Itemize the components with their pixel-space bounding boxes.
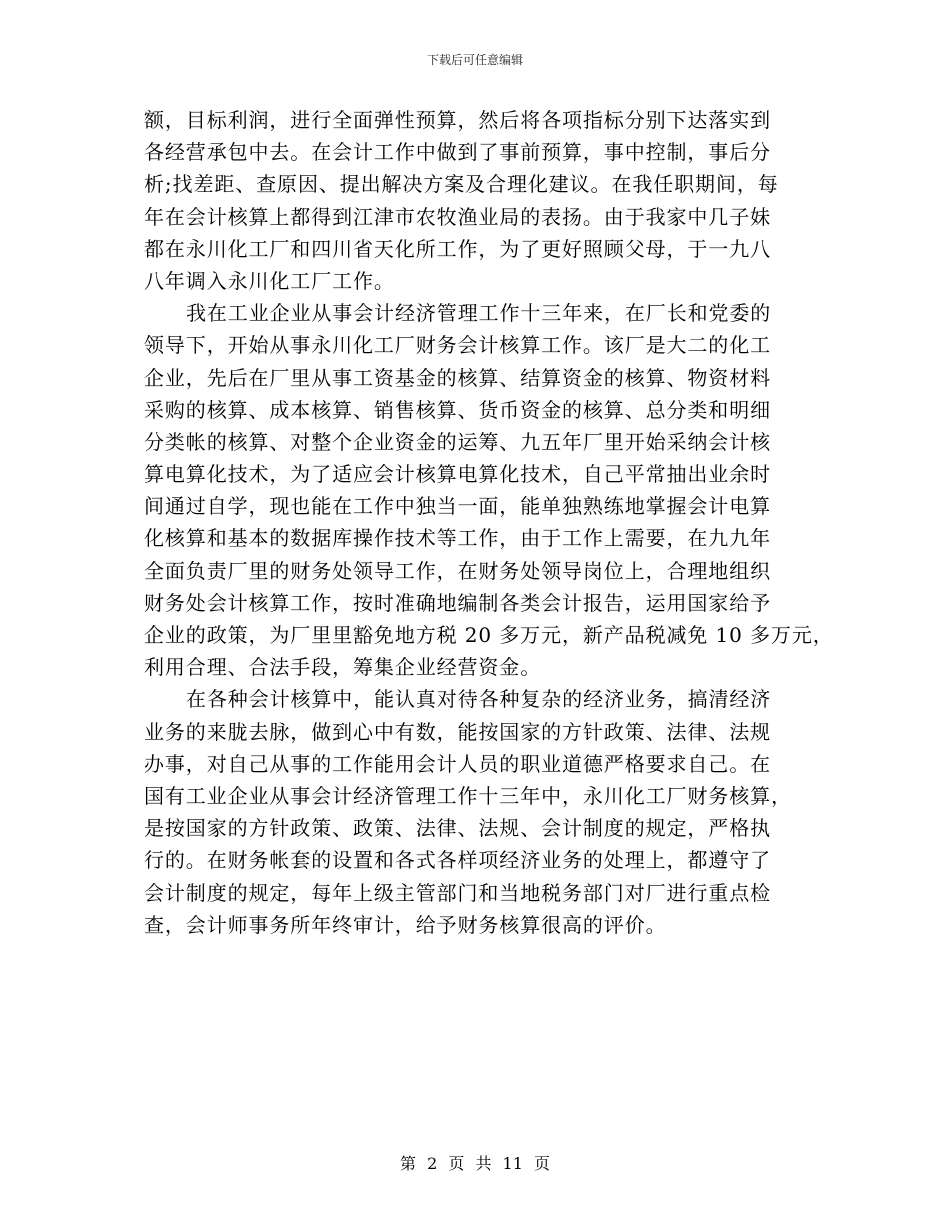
text-line-17: 企业的政策，为厂里里豁免地方税 20 多万元，新产品税减免 10 多万元，: [144, 623, 834, 647]
text-line-10: 采购的核算、成本核算、销售核算、货币资金的核算、总分类和明细: [144, 397, 771, 422]
text-line-5: 都在永川化工厂和四川省天化所工作，为了更好照顾父母，于一九八: [144, 236, 771, 261]
page-number: 第 2 页 共 11 页: [400, 1154, 550, 1173]
text-line-14: 化核算和基本的数据库操作技术等工作，由于工作上需要，在九九年: [144, 526, 771, 551]
text-line-20: 业务的来胧去脉，做到心中有数，能按国家的方针政策、法律、法规: [144, 719, 771, 744]
text-line-26: 查，会计师事务所年终审计，给予财务核算很高的评价。: [144, 912, 667, 937]
text-line-16: 财务处会计核算工作，按时准确地编制各类会计报告，运用国家给予: [144, 590, 771, 615]
text-line-25: 会计制度的规定，每年上级主管部门和当地税务部门对厂进行重点检: [144, 880, 771, 905]
text-line-4: 年在会计核算上都得到江津市农牧渔业局的表扬。由于我家中几子妹: [144, 204, 771, 229]
text-line-6: 八年调入永川化工厂工作。: [144, 268, 395, 293]
text-line-23: 是按国家的方针政策、政策、法律、法规、会计制度的规定，严格执: [144, 816, 771, 841]
text-line-13: 间通过自学，现也能在工作中独当一面，能单独熟练地掌握会计电算: [144, 494, 771, 519]
page-header: 下载后可任意编辑: [426, 53, 523, 67]
text-line-18: 利用合理、合法手段，筹集企业经营资金。: [144, 655, 542, 680]
text-line-2: 各经营承包中去。在会计工作中做到了事前预算，事中控制，事后分: [144, 140, 771, 165]
text-line-7: 我在工业企业从事会计经济管理工作十三年来，在厂长和党委的: [186, 301, 772, 326]
text-line-12: 算电算化技术，为了适应会计核算电算化技术，自己平常抽出业余时: [144, 462, 771, 487]
text-line-21: 办事，对自己从事的工作能用会计人员的职业道德严格要求自己。在: [144, 751, 771, 776]
text-line-9: 企业，先后在厂里从事工资基金的核算、结算资金的核算、物资材料: [144, 365, 771, 390]
text-line-1: 额，目标利润，进行全面弹性预算，然后将各项指标分别下达落实到: [144, 108, 771, 132]
text-line-8: 领导下，开始从事永川化工厂财务会计核算工作。该厂是大二的化工: [144, 333, 771, 358]
text-line-24: 行的。在财务帐套的设置和各式各样项经济业务的处理上，都遵守了: [144, 848, 771, 873]
document-body: [144, 106, 844, 943]
text-line-19: 在各种会计核算中，能认真对待各种复杂的经济业务，搞清经济: [186, 687, 772, 712]
text-line-22: 国有工业企业从事会计经济管理工作十三年中，永川化工厂财务核算，: [144, 783, 792, 808]
text-line-11: 分类帐的核算、对整个企业资金的运筹、九五年厂里开始采纳会计核: [144, 429, 771, 454]
text-line-15: 全面负责厂里的财务处领导工作，在财务处领导岗位上，合理地组织: [144, 558, 771, 583]
text-line-3: 析;找差距、查原因、提出解决方案及合理化建议。在我任职期间，每: [144, 172, 779, 197]
